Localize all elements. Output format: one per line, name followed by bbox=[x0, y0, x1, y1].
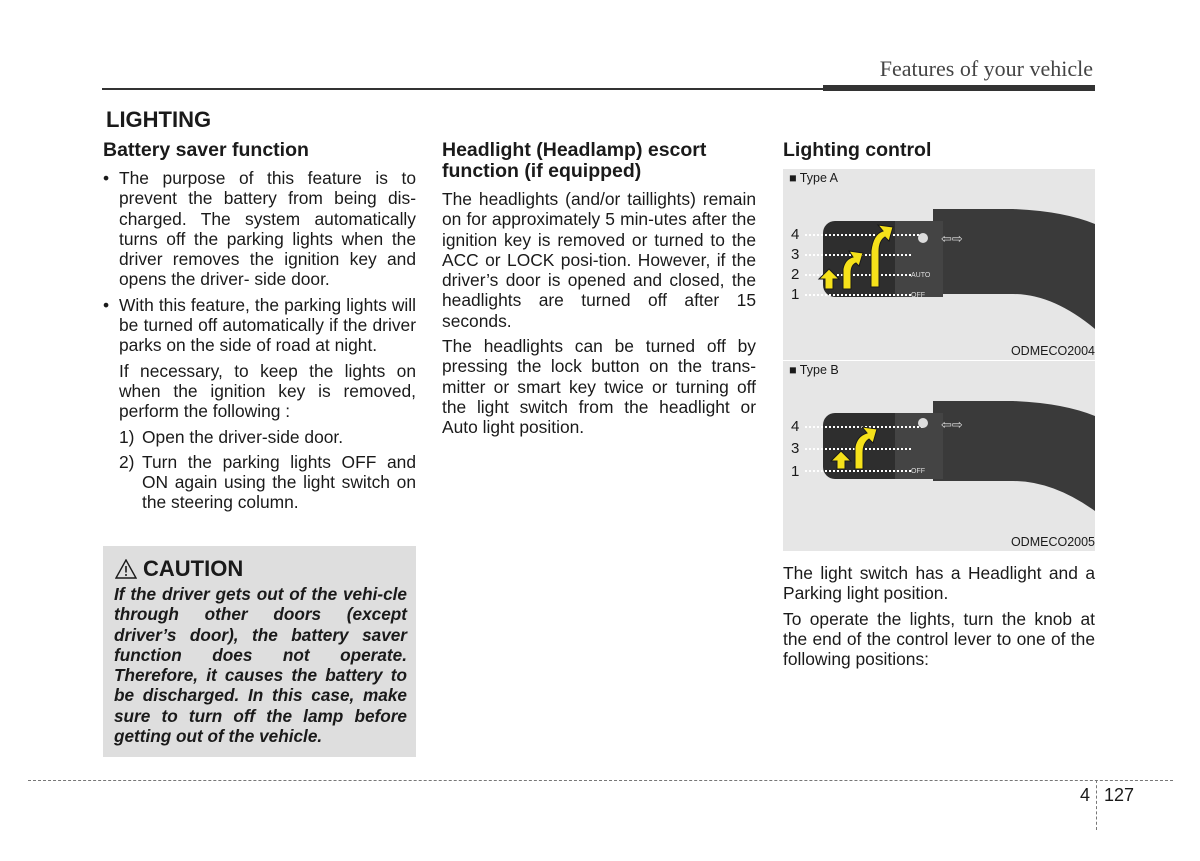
chapter-number: 4 bbox=[1080, 785, 1091, 805]
escort-paragraph: The headlights can be turned off by pressing the lock button on the trans-mitter or smart key twice or turning off the light switch from the headlight or Auto light position. bbox=[442, 336, 756, 438]
footer-rule bbox=[28, 780, 1173, 781]
step-item bbox=[119, 452, 416, 513]
escort-column bbox=[442, 140, 756, 443]
escort-paragraph: The headlights (and/or taillights) remain on for approximately 5 min-utes after the ignition key is removed or turned to the ACC or LOCK posi-tion. However, if the driver’s door is opened and closed, the headlights are turned off after 15 seconds. bbox=[442, 189, 756, 331]
steps-list bbox=[119, 427, 416, 513]
step-item bbox=[119, 427, 416, 447]
position-label: 1 bbox=[791, 463, 800, 480]
lighting-control-heading: Lighting control bbox=[783, 139, 932, 161]
svg-text:⇦⇨: ⇦⇨ bbox=[941, 417, 963, 432]
position-labels-a bbox=[783, 169, 1095, 360]
svg-text:⇦⇨: ⇦⇨ bbox=[941, 231, 963, 246]
switch-label: OFF bbox=[911, 292, 925, 299]
switch-label: OFF bbox=[911, 468, 925, 475]
caution-text: If the driver gets out of the vehi-cle through other doors (except driver’s door), the battery saver function does not operate. Therefore, it causes the battery to be discharged. In this case, make sure to turn off the lamp before getting out of the vehicle. bbox=[114, 584, 407, 747]
position-label: 4 bbox=[791, 226, 800, 243]
caution-box bbox=[103, 546, 416, 757]
running-header: Features of your vehicle bbox=[879, 56, 1093, 81]
footer-divider bbox=[1096, 780, 1097, 830]
lighting-control-text bbox=[783, 563, 1095, 674]
bullet-text: The purpose of this feature is to prevent the battery from being dis-charged. The system automatically turns off the parking lights when the driver removes the ignition key and opens the driver- side door. bbox=[119, 168, 416, 290]
header-rule-accent bbox=[823, 85, 1095, 91]
step-number: 1) bbox=[119, 426, 135, 447]
battery-saver-bullets bbox=[103, 168, 416, 356]
caution-title: CAUTION bbox=[143, 556, 244, 581]
position-label: 4 bbox=[791, 418, 800, 435]
lighting-paragraph: To operate the lights, turn the knob at the end of the control lever to one of the following positions: bbox=[783, 608, 1095, 670]
position-labels-b bbox=[783, 361, 1095, 551]
position-label: 3 bbox=[791, 246, 800, 263]
figure-code: ODMECO2004 bbox=[1010, 344, 1095, 358]
bullet-text: With this feature, the parking lights will be turned off automatically if the driver parks on the side of road at night. bbox=[119, 294, 416, 356]
position-label: 2 bbox=[791, 266, 800, 283]
figure-type-label: ■ Type A bbox=[789, 171, 839, 185]
position-label: 3 bbox=[791, 440, 800, 457]
step-text: Turn the parking lights OFF and ON again using the light switch on the steering column. bbox=[142, 451, 416, 513]
figure-code: ODMECO2005 bbox=[1010, 535, 1095, 549]
list-item bbox=[103, 295, 416, 356]
sub-paragraph: If necessary, to keep the lights on when the ignition key is removed, perform the following : bbox=[119, 360, 416, 422]
page-number: 127 bbox=[1104, 785, 1135, 805]
escort-heading: Headlight (Headlamp) escort function (if equipped) bbox=[442, 139, 707, 182]
step-number: 2) bbox=[119, 451, 135, 472]
figure-type-a bbox=[783, 169, 1095, 360]
section-title: LIGHTING bbox=[106, 107, 212, 132]
figure-type-label: ■ Type B bbox=[789, 363, 839, 377]
bullet-marker: • bbox=[103, 168, 110, 188]
battery-saver-heading: Battery saver function bbox=[103, 139, 309, 161]
battery-saver-column bbox=[103, 140, 416, 518]
warning-triangle-icon bbox=[115, 559, 137, 579]
figure-type-b bbox=[783, 361, 1095, 551]
caution-header bbox=[115, 556, 243, 582]
lighting-control-column bbox=[783, 140, 1095, 161]
bullet-marker: • bbox=[103, 294, 110, 315]
switch-label: AUTO bbox=[911, 272, 931, 279]
position-label: 1 bbox=[791, 286, 800, 303]
lighting-paragraph: The light switch has a Headlight and a Parking light position. bbox=[783, 563, 1095, 604]
step-text: Open the driver-side door. bbox=[142, 426, 344, 447]
list-item bbox=[103, 168, 416, 290]
